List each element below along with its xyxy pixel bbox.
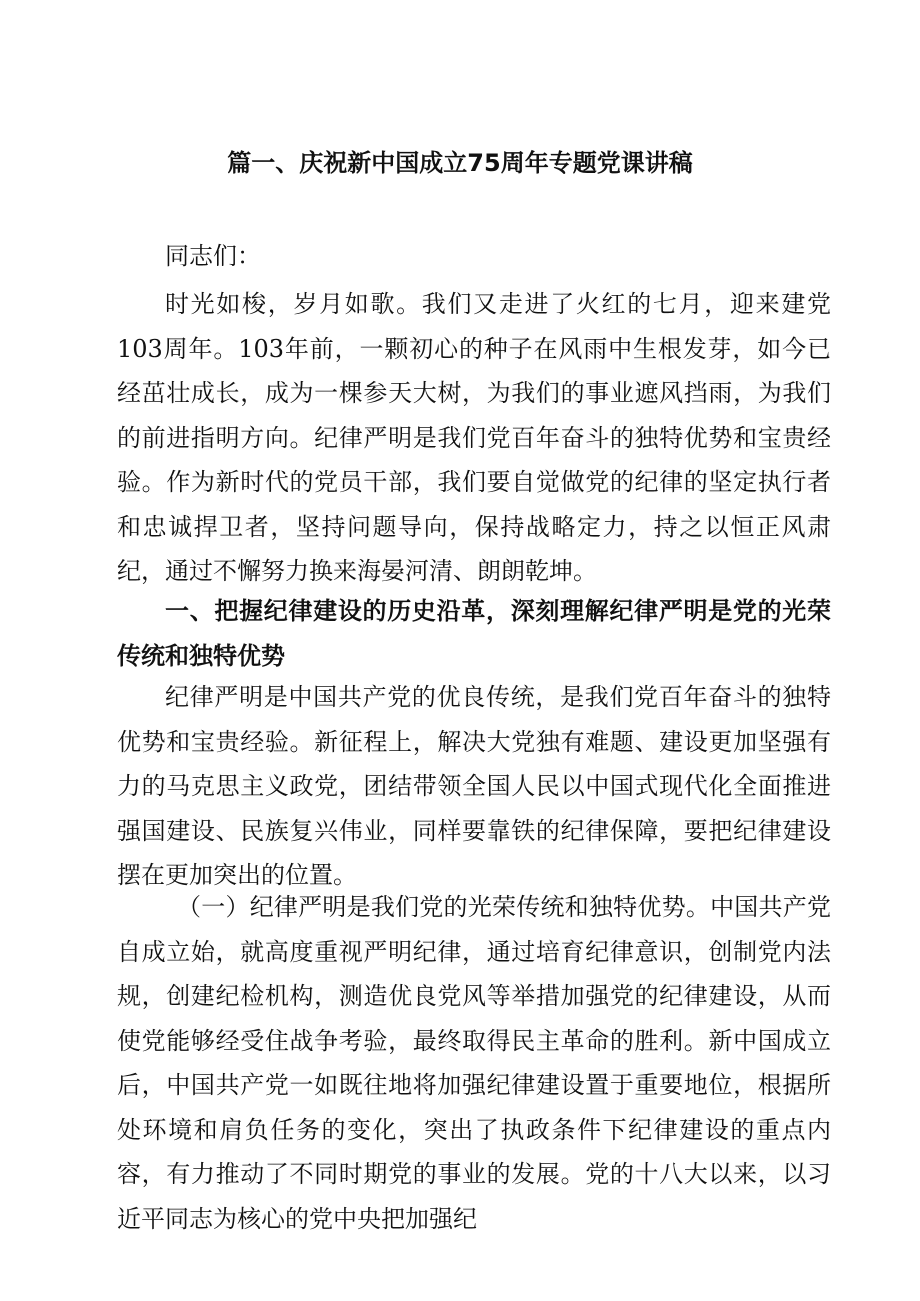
salutation bbox=[117, 234, 831, 279]
section-heading-1: 一、把握纪律建设的历史沿革，深刻理解纪律严明是党的光荣传统和独特优势 bbox=[117, 597, 831, 670]
paragraph-intro: 时光如梭，岁月如歌。我们又走进了火红的七月，迎来建党103周年。103年前，一颗初心的种子在风雨中生根发芽，如今已经茁壮成长，成为一棵参天大树，为我们的事业遮风挡雨，为我们的前进指明方向。纪律严明是我们党百年奋斗的独特优势和宝贵经验。作为新时代的党员干部，我们要自觉做党的纪律的坚定执行者和忠诚捍卫者，坚持问题导向，保持战略定力，持之以恒正风肃纪，通过不懈努力换来海晏河清、朗朗乾坤。 bbox=[117, 290, 831, 585]
document-title: 篇一、庆祝新中国成立75周年专题党课讲稿 bbox=[227, 149, 693, 177]
paragraph-section-1: 纪律严明是中国共产党的优良传统，是我们党百年奋斗的独特优势和宝贵经验。新征程上，解决大党独有难题、建设更加坚强有力的马克思主义政党，团结带领全国人民以中国式现代化全面推进强国建设、民族复兴伟业，同样要靠铁的纪律保障，要把纪律建设摆在更加突出的位置。 bbox=[117, 683, 831, 889]
paragraph-subsection-1: （一）纪律严明是我们党的光荣传统和独特优势。中国共产党自成立始，就高度重视严明纪律，通过培育纪律意识，创制党内法规，创建纪检机构，测造优良党风等举措加强党的纪律建设，从而使党能够经受住战争考验，最终取得民主革命的胜利。新中国成立后，中国共产党一如既往地将加强纪律建设置于重要地位，根据所处环境和肩负任务的变化，突出了执政条件下纪律建设的重点内容，有力推动了不同时期党的事业的发展。党的十八大以来，以习近平同志为核心的党中央把加强纪 bbox=[117, 893, 831, 1233]
salutation-text: 同志们： bbox=[165, 242, 261, 270]
